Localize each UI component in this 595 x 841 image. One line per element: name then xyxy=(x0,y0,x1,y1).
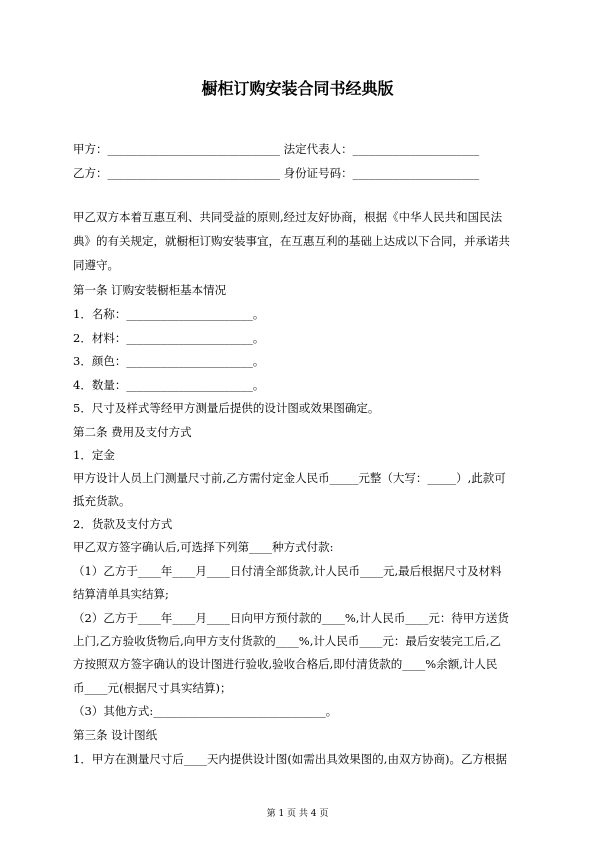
paragraph-line: （1）乙方于____年____月____日付清全部货款,计人民币____元,最后根据尺寸及材料 xyxy=(73,564,502,578)
paragraph-line: 1．甲方在测量尺寸后____天内提供设计图(如需出具效果图的,由双方协商)。乙方根据 xyxy=(73,752,507,766)
paragraph-line: 上门,乙方验收货物后,向甲方支付货款的____%,计人民币____元：最后安装完工后,乙 xyxy=(73,634,502,648)
subsection-heading: 2．货款及支付方式 xyxy=(73,517,173,531)
subsection-heading: 1．定金 xyxy=(73,448,115,462)
party-a-line: 甲方：______________________________ 法定代表人：______________________ xyxy=(73,142,480,156)
paragraph-line: （2）乙方于____年____月____日向甲方预付款的____%,计人民币____元：待甲方送货 xyxy=(73,611,509,625)
section-heading: 第三条 设计图纸 xyxy=(73,728,158,742)
paragraph-line: 同遵守。 xyxy=(73,258,119,272)
list-item: 2．材料：______________________。 xyxy=(73,331,265,345)
paragraph-line: 抵充货款。 xyxy=(73,494,131,508)
paragraph-line: 币____元(根据尺寸具实结算)； xyxy=(73,681,232,695)
paragraph-line: 甲乙双方签字确认后,可选择下列第____种方式付款: xyxy=(73,540,334,554)
section-heading: 第二条 费用及支付方式 xyxy=(73,425,192,439)
paragraph-line: 典》的有关规定，就橱柜订购安装事宜，在互惠互利的基础上达成以下合同，并承诺共 xyxy=(73,234,510,248)
paragraph-line: 甲乙双方本着互惠互利、共同受益的原则,经过友好协商，根据《中华人民共和国民法 xyxy=(73,210,503,224)
list-item: 4．数量：______________________。 xyxy=(73,378,265,392)
paragraph-line: （3）其他方式:______________________________。 xyxy=(73,704,338,718)
paragraph-line: 方按照双方签字确认的设计图进行验收,验收合格后,即付清货款的____%余额,计人民 xyxy=(73,657,498,671)
document-title: 橱柜订购安装合同书经典版 xyxy=(201,79,394,98)
page-footer: 第 1 页 共 4 页 xyxy=(266,809,329,819)
list-item: 3．颜色：______________________。 xyxy=(73,354,265,368)
list-item: 1．名称：______________________。 xyxy=(73,307,265,321)
paragraph-line: 甲方设计人员上门测量尺寸前,乙方需付定金人民币_____元整（大写：_____）,此款可 xyxy=(73,471,506,485)
list-item: 5．尺寸及样式等经甲方测量后提供的设计图或效果图确定。 xyxy=(73,401,380,415)
section-heading: 第一条 订购安装橱柜基本情况 xyxy=(73,283,227,297)
paragraph-line: 结算清单具实结算; xyxy=(73,587,169,601)
party-b-line: 乙方：______________________________ 身份证号码：______________________ xyxy=(73,166,480,180)
